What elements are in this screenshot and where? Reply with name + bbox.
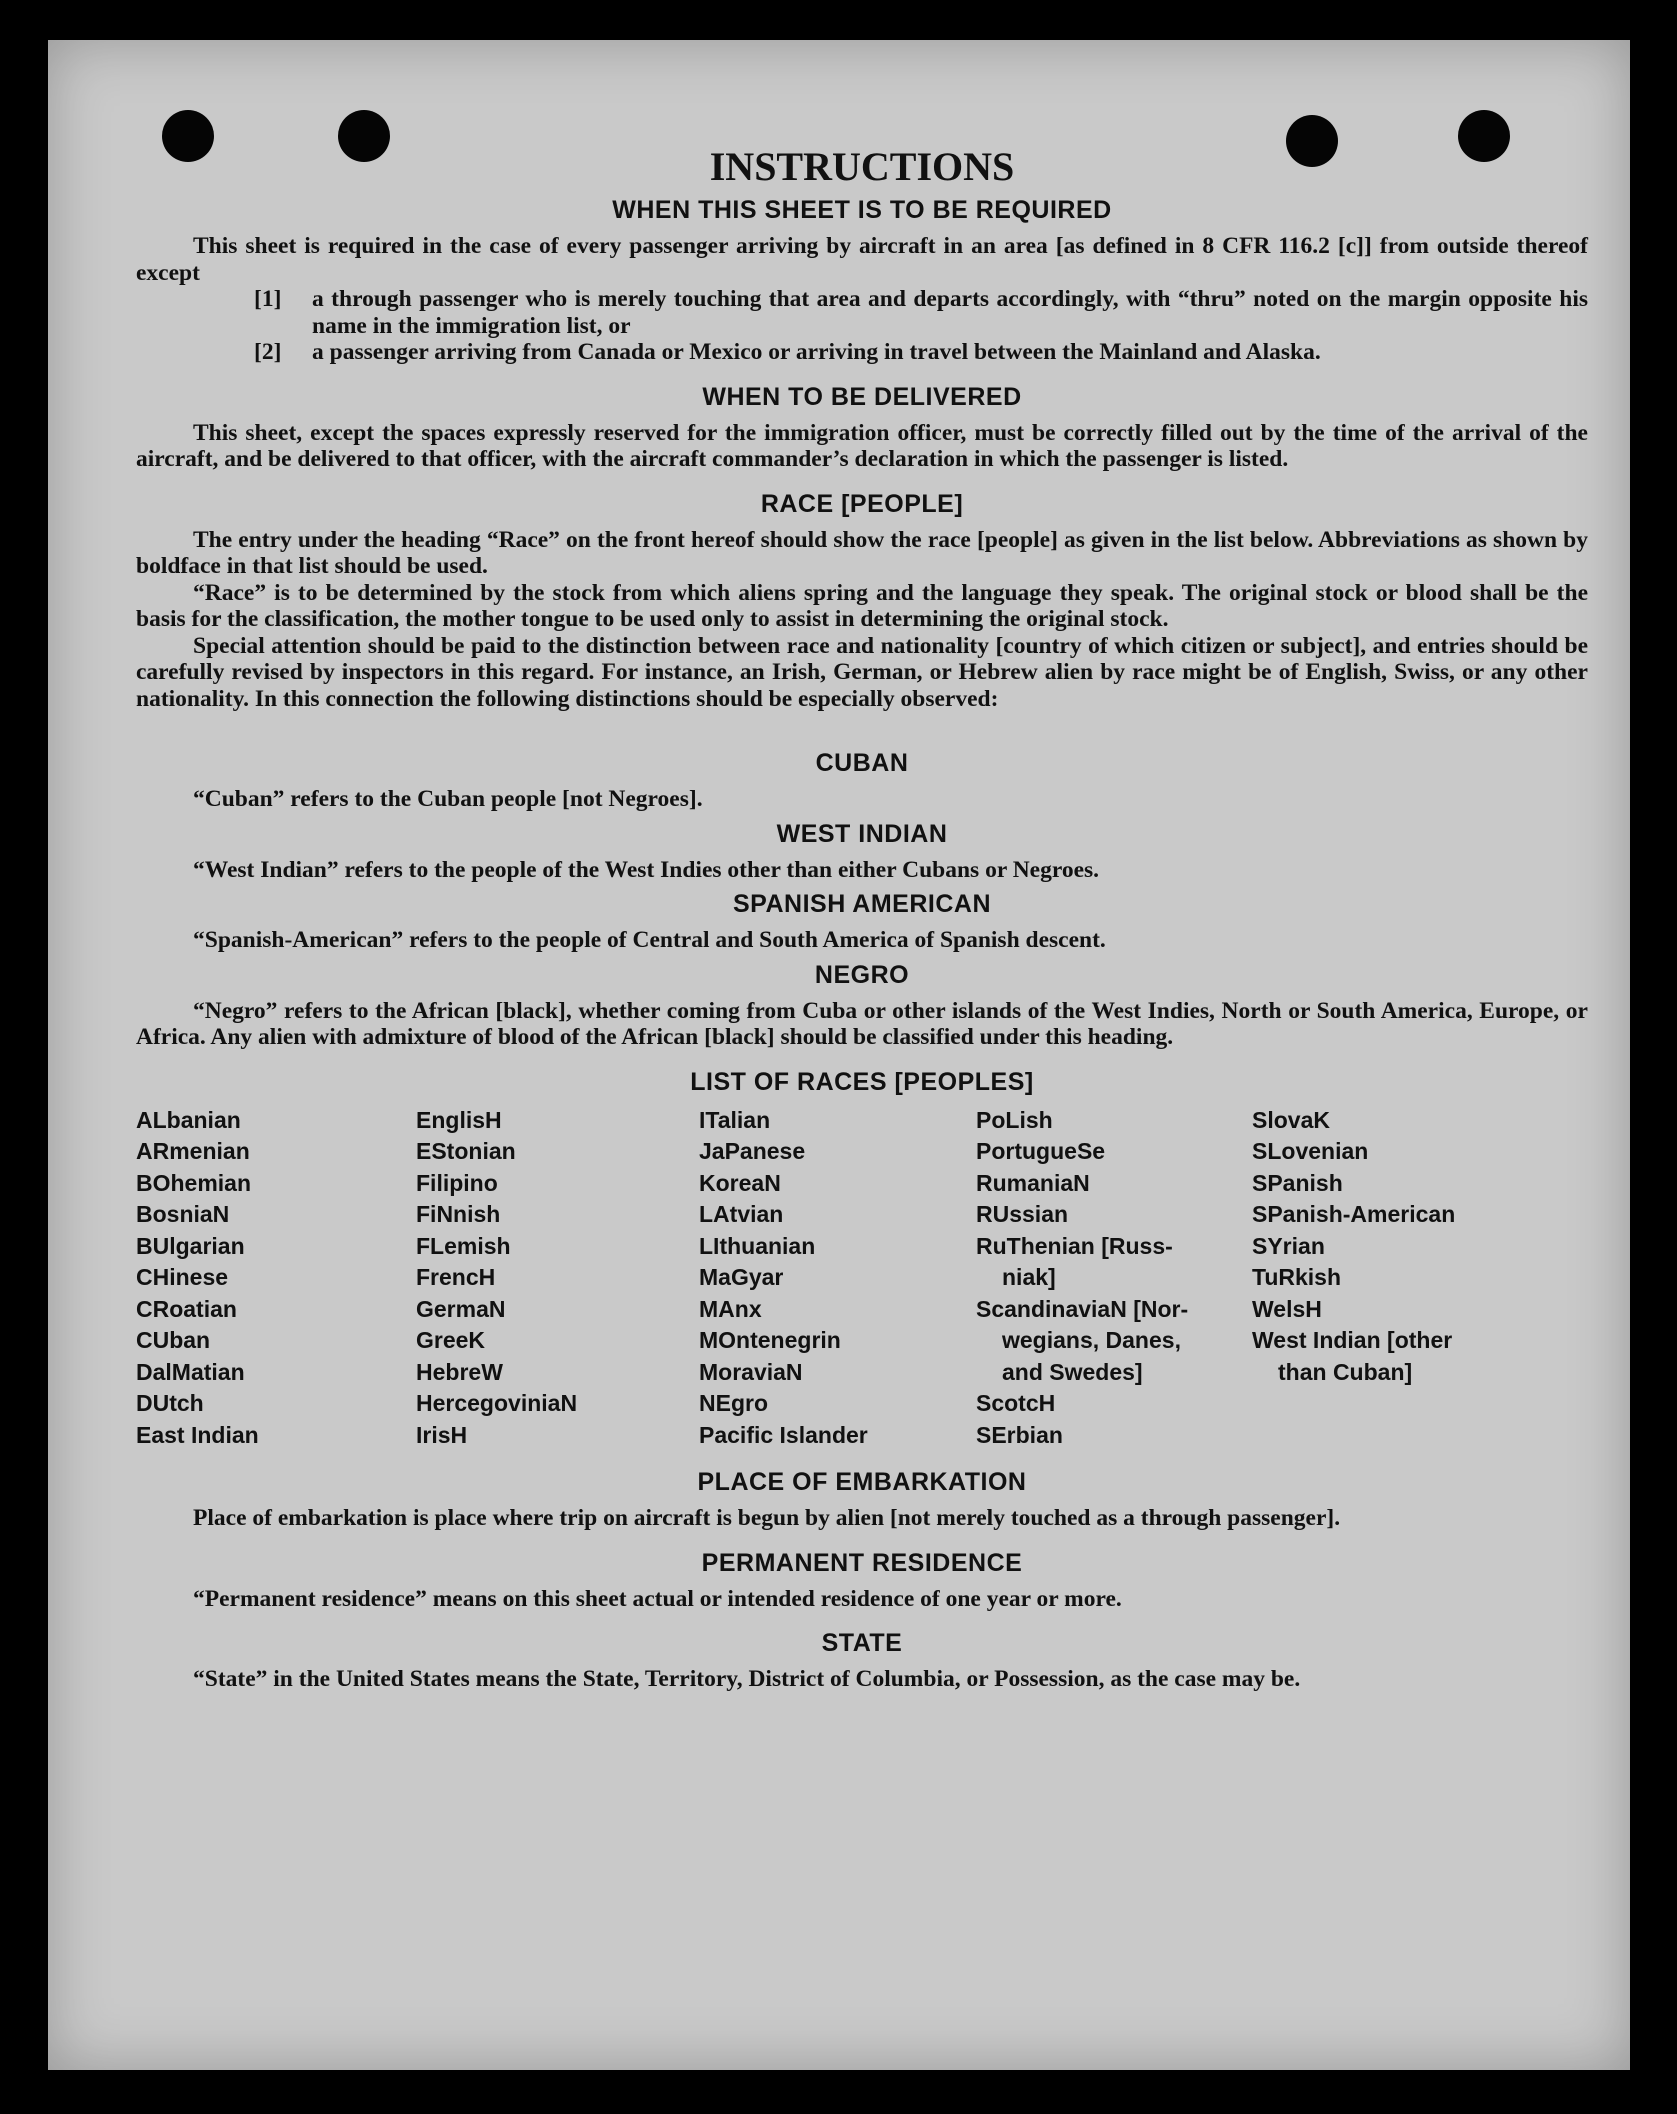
race-item: ALbanian xyxy=(136,1106,241,1133)
race-column-4 xyxy=(976,1105,1252,1452)
heading-spanish-american: SPANISH AMERICAN xyxy=(732,890,991,918)
state-body: “State” in the United States means the State, Territory, District of Columbia, or Possession, as the case may be. xyxy=(193,1666,1301,1692)
heading-race: RACE [PEOPLE] xyxy=(760,489,964,518)
race-item: EStonian xyxy=(416,1138,516,1164)
heading-west-indian: WEST INDIAN xyxy=(776,819,948,848)
cuban-body: “Cuban” refers to the Cuban people [not Negroes]. xyxy=(193,786,703,812)
race-item: LIthuanian xyxy=(699,1232,816,1259)
heading-negro: NEGRO xyxy=(814,960,910,989)
heading-when-required: WHEN THIS SHEET IS TO BE REQUIRED xyxy=(612,196,1112,224)
race-item: FiNnish xyxy=(416,1201,501,1227)
race-item: SYrian xyxy=(1252,1232,1325,1259)
race-item: KoreaN xyxy=(699,1169,781,1196)
document-page xyxy=(48,40,1630,2070)
race-item: and Swedes] xyxy=(1002,1358,1143,1385)
race-item: RumaniaN xyxy=(976,1169,1090,1196)
race-item: MOntenegrin xyxy=(699,1327,841,1353)
required-item-2-text: a passenger arriving from Canada or Mexico or arriving in travel between the Mainland and Alaska. xyxy=(312,339,1321,365)
race-paragraph-1: The entry under the heading “Race” on the front hereof should show the race [people] as given in the list below. Abbreviations as shown by boldface in that list should be used. xyxy=(136,526,1588,579)
race-item: LAtvian xyxy=(699,1201,784,1227)
race-item: ScotcH xyxy=(976,1390,1056,1416)
required-body: This sheet is required in the case of every passenger arriving by aircraft in an area [as defined in 8 CFR 116.2 [c]] from outside thereof except xyxy=(136,233,1588,286)
required-item-2-num: [2] xyxy=(254,339,282,365)
heading-permanent-residence: PERMANENT RESIDENCE xyxy=(701,1548,1023,1577)
page-title: INSTRUCTIONS xyxy=(709,144,1015,189)
race-item: GreeK xyxy=(416,1327,486,1353)
race-item: BosniaN xyxy=(136,1201,230,1227)
race-column-5 xyxy=(1252,1105,1588,1452)
race-item: TuRkish xyxy=(1252,1264,1342,1290)
negro-body: “Negro” refers to the African [black], whether coming from Cuba or other islands of the West Indies, North or South America, Europe, or Africa. Any alien with admixture of blood of the African [black] should be classified under this heading. xyxy=(136,997,1588,1050)
race-item: FLemish xyxy=(416,1232,511,1259)
race-item: MoraviaN xyxy=(699,1358,803,1385)
race-item: MaGyar xyxy=(699,1264,784,1290)
race-item: CUban xyxy=(136,1327,211,1353)
race-paragraph-3: Special attention should be paid to the distinction between race and nationality [country of which citizen or subject], and entries should be carefully revised by inspectors in this regard. For instance, an Irish, German, or Hebrew alien by race might be of English, Swiss, or any other nationality. In this connection the following distinctions should be especially observed: xyxy=(136,632,1588,712)
race-list xyxy=(136,1105,1588,1452)
west-indian-body: “West Indian” refers to the people of the West Indies other than either Cubans or Negroes. xyxy=(193,856,1100,883)
required-item-1 xyxy=(254,286,1588,339)
heading-state: STATE xyxy=(821,1629,903,1657)
race-item: DUtch xyxy=(136,1390,204,1416)
race-item: SErbian xyxy=(976,1421,1063,1448)
race-item: Pacific Islander xyxy=(699,1421,868,1448)
required-item-1-num: [1] xyxy=(254,286,282,312)
race-item: than Cuban] xyxy=(1278,1358,1413,1385)
race-item: MAnx xyxy=(699,1295,762,1322)
race-item: niak] xyxy=(1002,1264,1056,1290)
race-item: SPanish-American xyxy=(1252,1201,1456,1227)
embarkation-body: Place of embarkation is place where trip on aircraft is begun by alien [not merely touched as a through passenger]. xyxy=(193,1505,1341,1531)
race-item: CRoatian xyxy=(136,1295,237,1322)
race-item: RUssian xyxy=(976,1201,1069,1227)
race-item: BUlgarian xyxy=(136,1232,245,1259)
race-item: HebreW xyxy=(416,1358,503,1385)
race-item: SLovenian xyxy=(1252,1138,1369,1164)
race-item: Filipino xyxy=(416,1169,498,1196)
race-item: ScandinaviaN [Nor- xyxy=(976,1295,1189,1322)
race-item: IrisH xyxy=(416,1421,468,1448)
permanent-residence-body: “Permanent residence” means on this sheet actual or intended residence of one year or more. xyxy=(193,1585,1122,1612)
race-item: SlovaK xyxy=(1252,1106,1330,1133)
race-item: RuThenian [Russ- xyxy=(976,1232,1173,1259)
race-item: CHinese xyxy=(136,1264,229,1290)
required-item-2 xyxy=(254,339,1588,366)
race-column-3 xyxy=(699,1105,976,1452)
spanish-american-body: “Spanish-American” refers to the people of Central and South America of Spanish descent. xyxy=(193,927,1106,953)
race-item: WelsH xyxy=(1252,1295,1322,1322)
race-item: FrencH xyxy=(416,1264,496,1290)
race-item: BOhemian xyxy=(136,1169,252,1196)
delivered-body: This sheet, except the spaces expressly reserved for the immigration officer, must be correctly filled out by the time of the arrival of the aircraft, and be delivered to that officer, with the aircraft commander’s declaration in which the passenger is listed. xyxy=(136,419,1588,472)
heading-cuban: CUBAN xyxy=(815,749,909,777)
race-item: wegians, Danes, xyxy=(1002,1327,1181,1353)
race-item: ITalian xyxy=(699,1106,771,1133)
race-column-2 xyxy=(416,1105,699,1452)
race-item: PortugueSe xyxy=(976,1138,1106,1164)
race-item: PoLish xyxy=(976,1106,1053,1133)
race-item: NEgro xyxy=(699,1390,768,1416)
heading-when-delivered: WHEN TO BE DELIVERED xyxy=(702,382,1022,411)
race-paragraph-2: “Race” is to be determined by the stock from which aliens spring and the language they speak. The original stock or blood shall be the basis for the classification, the mother tongue to be used only to assist in determining the original stock. xyxy=(136,579,1588,632)
race-item: HercegoviniaN xyxy=(416,1390,578,1416)
race-item: DalMatian xyxy=(136,1358,245,1385)
race-item: ARmenian xyxy=(136,1138,250,1164)
race-item: EnglisH xyxy=(416,1106,502,1133)
race-item: West Indian [other xyxy=(1252,1327,1453,1353)
instructions-content xyxy=(136,145,1588,1693)
race-item: GermaN xyxy=(416,1295,506,1322)
race-column-1 xyxy=(136,1105,416,1452)
required-item-1-text: a through passenger who is merely touching that area and departs accordingly, with “thru” noted on the margin opposite his name in the immigration list, or xyxy=(312,286,1588,339)
race-item: JaPanese xyxy=(699,1138,806,1164)
heading-embarkation: PLACE OF EMBARKATION xyxy=(697,1468,1027,1496)
heading-list-of-races: LIST OF RACES [PEOPLES] xyxy=(690,1067,1034,1096)
race-item: SPanish xyxy=(1252,1169,1343,1196)
race-item: East Indian xyxy=(136,1421,259,1448)
